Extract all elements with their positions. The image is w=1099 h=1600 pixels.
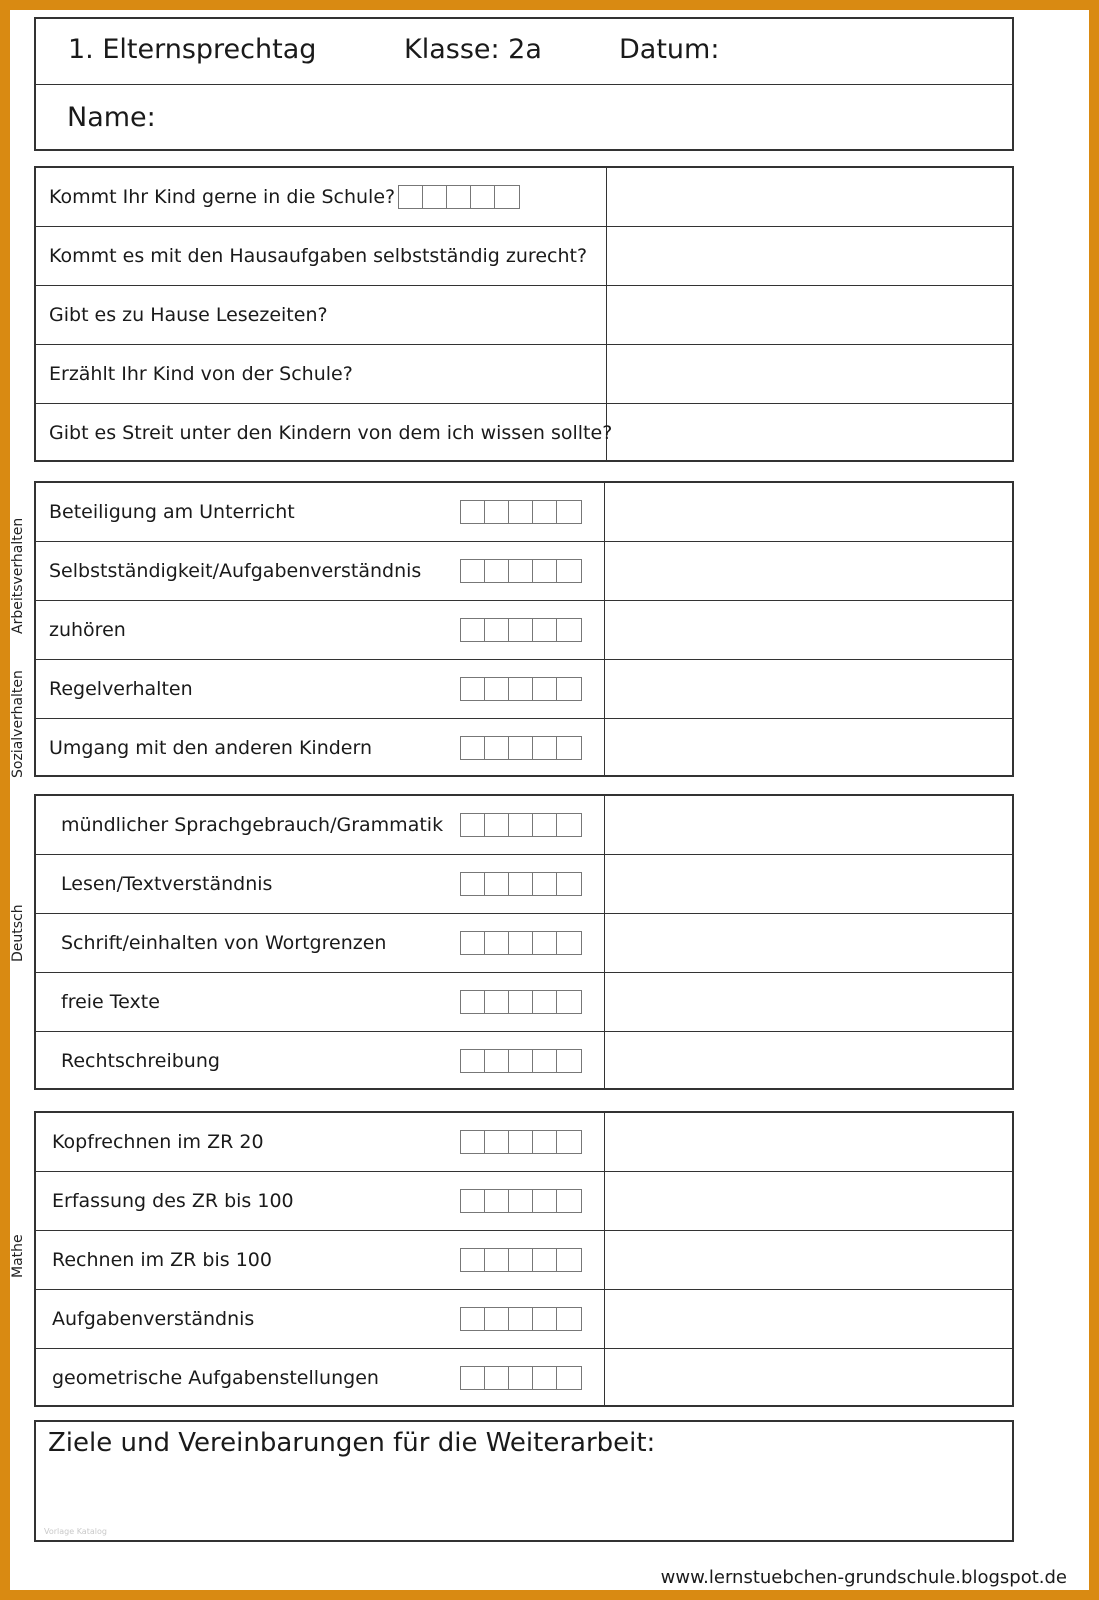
header-box	[34, 17, 1014, 151]
math-table	[34, 1111, 1014, 1407]
date-label: Datum:	[619, 34, 720, 65]
criterion-row	[36, 542, 1012, 601]
rating-boxes[interactable]	[460, 813, 582, 837]
rating-boxes[interactable]	[460, 990, 582, 1014]
criterion-row	[36, 1349, 1012, 1407]
rating-boxes[interactable]	[460, 500, 582, 524]
criterion-label: Lesen/Textverständnis	[61, 873, 273, 895]
rating-boxes[interactable]	[460, 1307, 582, 1331]
criterion-label: Rechtschreibung	[61, 1050, 220, 1072]
criterion-label: Erfassung des ZR bis 100	[52, 1190, 294, 1212]
side-label-arbeitsverhalten: Arbeitsverhalten	[10, 517, 26, 634]
criterion-row	[36, 1113, 1012, 1172]
question-label: Kommt es mit den Hausaufgaben selbstständig zurecht?	[49, 245, 588, 267]
question-row	[36, 227, 1012, 286]
side-label-mathe: Mathe	[10, 1234, 26, 1278]
watermark-text: Vorlage Katalog	[44, 1527, 107, 1536]
rating-boxes[interactable]	[398, 185, 520, 209]
criterion-label: geometrische Aufgabenstellungen	[52, 1367, 379, 1389]
rating-boxes[interactable]	[460, 677, 582, 701]
rating-boxes[interactable]	[460, 1366, 582, 1390]
header-row	[36, 19, 1012, 85]
worksheet	[10, 10, 1089, 1590]
rating-boxes[interactable]	[460, 559, 582, 583]
german-table	[34, 794, 1014, 1090]
footer-url: www.lernstuebchen-grundschule.blogspot.de	[660, 1567, 1067, 1588]
question-label: Kommt Ihr Kind gerne in die Schule?	[49, 186, 396, 208]
page-title: 1. Elternsprechtag	[68, 34, 317, 65]
question-row	[36, 345, 1012, 404]
criterion-row	[36, 1290, 1012, 1349]
criterion-label: Rechnen im ZR bis 100	[52, 1249, 272, 1271]
rating-boxes[interactable]	[460, 1248, 582, 1272]
criterion-row	[36, 1231, 1012, 1290]
criterion-row	[36, 796, 1012, 855]
rating-boxes[interactable]	[460, 1049, 582, 1073]
rating-boxes[interactable]	[460, 1130, 582, 1154]
class-label: Klasse: 2a	[404, 34, 542, 65]
criterion-row	[36, 855, 1012, 914]
question-row	[36, 286, 1012, 345]
criterion-label: zuhören	[49, 619, 126, 641]
criterion-row	[36, 1172, 1012, 1231]
criterion-row	[36, 914, 1012, 973]
name-label: Name:	[67, 102, 156, 133]
criterion-row	[36, 660, 1012, 719]
rating-boxes[interactable]	[460, 872, 582, 896]
rating-boxes[interactable]	[460, 618, 582, 642]
rating-boxes[interactable]	[460, 931, 582, 955]
name-row	[36, 85, 1012, 151]
criterion-row	[36, 601, 1012, 660]
goals-box[interactable]	[34, 1420, 1014, 1542]
rating-boxes[interactable]	[460, 1189, 582, 1213]
rating-boxes[interactable]	[460, 736, 582, 760]
side-label-deutsch: Deutsch	[10, 904, 26, 962]
criterion-row	[36, 719, 1012, 777]
goals-title: Ziele und Vereinbarungen für die Weiterarbeit:	[48, 1428, 656, 1458]
criterion-row	[36, 973, 1012, 1032]
criterion-label: freie Texte	[61, 991, 160, 1013]
criterion-label: mündlicher Sprachgebrauch/Grammatik	[61, 814, 444, 836]
question-row	[36, 404, 1012, 462]
criterion-label: Regelverhalten	[49, 678, 193, 700]
criterion-label: Beteiligung am Unterricht	[49, 501, 295, 523]
side-label-sozialverhalten: Sozialverhalten	[10, 670, 26, 778]
question-label: Gibt es zu Hause Lesezeiten?	[49, 304, 328, 326]
criterion-row	[36, 1032, 1012, 1090]
criterion-label: Aufgabenverständnis	[52, 1308, 255, 1330]
question-row	[36, 168, 1012, 227]
criterion-label: Umgang mit den anderen Kindern	[49, 737, 373, 759]
criterion-label: Schrift/einhalten von Wortgrenzen	[61, 932, 387, 954]
question-label: Gibt es Streit unter den Kindern von dem ich wissen sollte?	[49, 422, 613, 444]
questions-table	[34, 166, 1014, 462]
criterion-label: Kopfrechnen im ZR 20	[52, 1131, 264, 1153]
criterion-row	[36, 483, 1012, 542]
behaviour-table	[34, 481, 1014, 777]
criterion-label: Selbstständigkeit/Aufgabenverständnis	[49, 560, 422, 582]
question-label: Erzählt Ihr Kind von der Schule?	[49, 363, 353, 385]
